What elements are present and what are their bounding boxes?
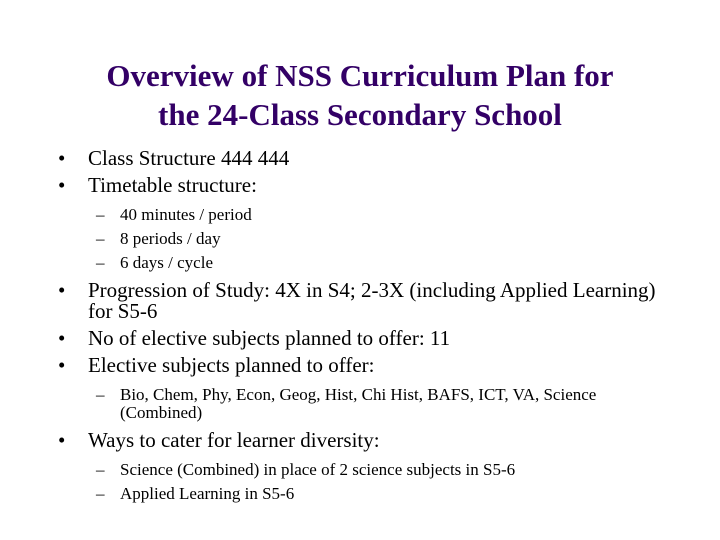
bullet-icon: • — [58, 278, 66, 302]
bullet-item-class-structure — [58, 148, 678, 169]
sub-list — [88, 206, 678, 272]
sub-item — [88, 254, 678, 272]
bullet-icon: • — [58, 326, 66, 350]
sub-item — [88, 485, 678, 503]
bullet-text: Ways to cater for learner diversity: — [88, 428, 380, 452]
bullet-item-learner-diversity — [58, 430, 678, 503]
bullet-icon: • — [58, 173, 66, 197]
sub-list — [88, 386, 678, 422]
bullet-item-elective-count — [58, 328, 678, 349]
bullet-text: No of elective subjects planned to offer: 11 — [88, 326, 451, 350]
sub-item-text: 6 days / cycle — [120, 253, 213, 272]
sub-item-text: Applied Learning in S5-6 — [120, 484, 295, 503]
slide-title — [40, 56, 680, 134]
dash-icon: – — [96, 253, 105, 272]
bullet-text: Class Structure 444 444 — [88, 146, 290, 170]
dash-icon: – — [96, 229, 105, 248]
sub-item — [88, 386, 678, 422]
bullet-text: Elective subjects planned to offer: — [88, 353, 375, 377]
sub-item — [88, 230, 678, 248]
sub-item-text: 40 minutes / period — [120, 205, 252, 224]
dash-icon: – — [96, 205, 105, 224]
dash-icon: – — [96, 484, 105, 503]
sub-item — [88, 461, 678, 479]
sub-list — [88, 461, 678, 503]
bullet-icon: • — [58, 428, 66, 452]
slide-body — [58, 148, 678, 511]
bullet-icon: • — [58, 146, 66, 170]
bullet-item-timetable — [58, 175, 678, 272]
bullet-list — [58, 148, 678, 503]
sub-item — [88, 206, 678, 224]
title-line-2: the 24-Class Secondary School — [158, 97, 562, 132]
bullet-icon: • — [58, 353, 66, 377]
bullet-text: Timetable structure: — [88, 173, 257, 197]
bullet-item-elective-subjects — [58, 355, 678, 422]
sub-item-text: Science (Combined) in place of 2 science subjects in S5-6 — [120, 460, 516, 479]
bullet-text: Progression of Study: 4X in S4; 2-3X (including Applied Learning) for S5-6 — [88, 278, 656, 323]
title-line-1: Overview of NSS Curriculum Plan for — [106, 58, 614, 93]
sub-item-text: Bio, Chem, Phy, Econ, Geog, Hist, Chi Hist, BAFS, ICT, VA, Science (Combined) — [120, 385, 597, 422]
bullet-item-progression — [58, 280, 678, 322]
sub-item-text: 8 periods / day — [120, 229, 221, 248]
dash-icon: – — [96, 460, 105, 479]
dash-icon: – — [96, 385, 105, 404]
